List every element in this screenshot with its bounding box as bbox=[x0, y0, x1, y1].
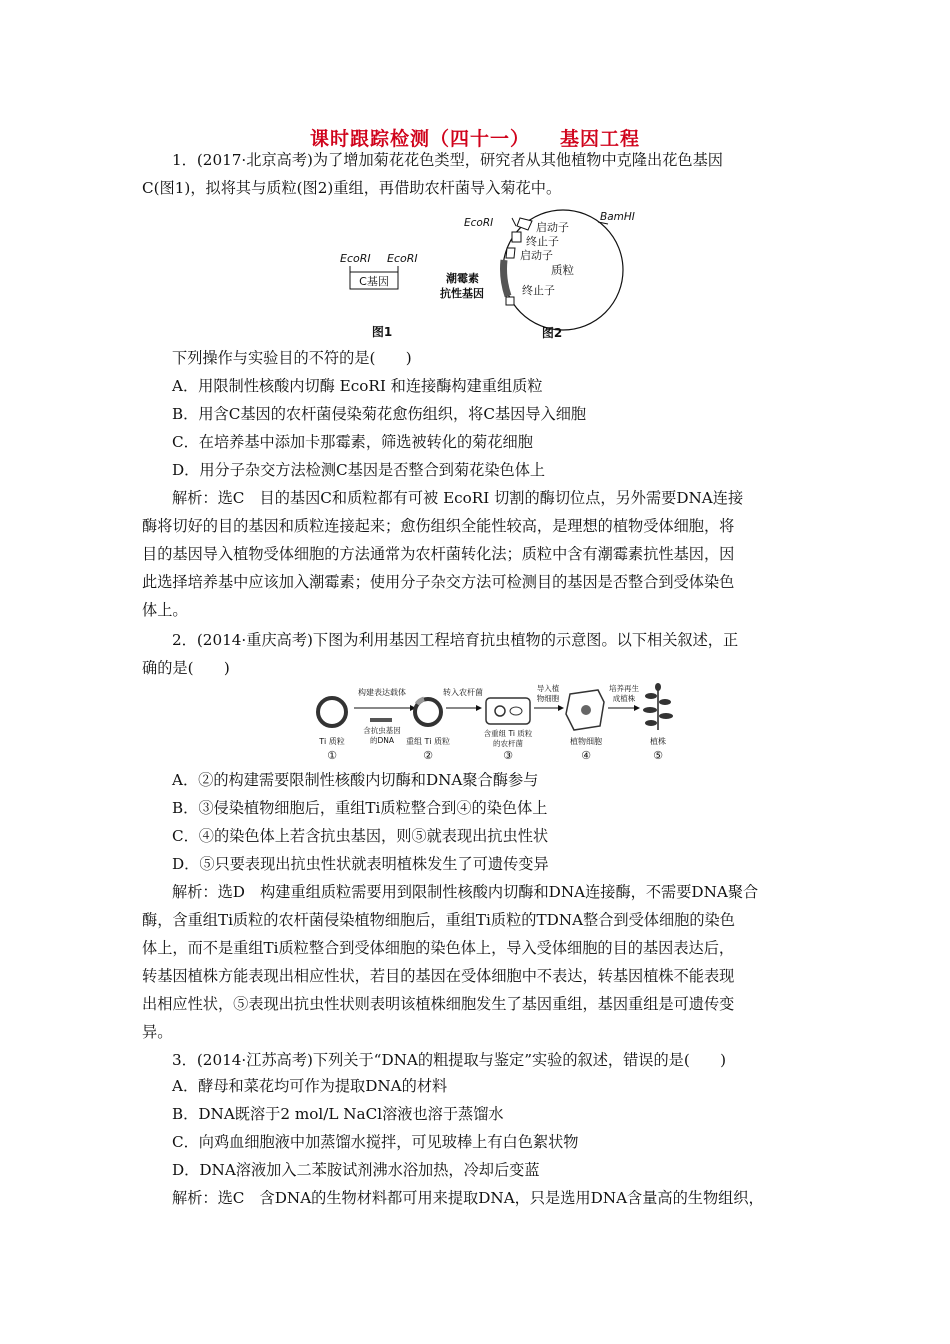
dna-label-line-2: 的DNA bbox=[369, 736, 395, 745]
q1-analysis-line-4: 此选择培养基中应该加入潮霉素；使用分子杂交方法可检测目的基因是否整合到受体染色 bbox=[142, 573, 735, 591]
agrobacterium-icon bbox=[486, 698, 530, 724]
q2-option-d: D．⑤只要表现出抗虫性状就表明植株发生了可遗传变异 bbox=[172, 855, 549, 873]
plant-icon bbox=[643, 683, 673, 730]
fig2-bamhi-label: BamHⅠ bbox=[600, 211, 635, 223]
q3-analysis-line-1: 解析：选C 含DNA的生物材料都可用来提取DNA，只是选用DNA含量高的生物组织， bbox=[172, 1189, 764, 1207]
figure-gene-engineering-flow bbox=[308, 680, 688, 766]
q3-option-b: B．DNA既溶于2 mol/L NaCl溶液也溶于蒸馏水 bbox=[172, 1105, 504, 1123]
q3-option-c: C．向鸡血细胞液中加蒸馏水搅拌，可见玻棒上有白色絮状物 bbox=[172, 1133, 579, 1151]
q2-analysis-line-4: 转基因植株方能表现出相应性状，若目的基因在受体细胞中不表达，转基因植株不能表现 bbox=[142, 967, 735, 985]
step5-label: 植株 bbox=[650, 737, 666, 746]
dna-fragment-icon bbox=[370, 718, 392, 722]
q1-option-b: B．用含C基因的农杆菌侵染菊花愈伤组织，将C基因导入细胞 bbox=[172, 405, 587, 423]
q3-stem: 3．(2014·江苏高考)下列关于“DNA的粗提取与鉴定”实验的叙述，错误的是( ) bbox=[172, 1051, 727, 1069]
fig2-resistance-line-1: 潮霉素 bbox=[446, 272, 479, 285]
arrow1-label: 构建表达载体 bbox=[358, 688, 406, 697]
fig2-terminator-2-label: 终止子 bbox=[522, 284, 555, 297]
figure-1-c-gene bbox=[330, 240, 418, 345]
fig2-plasmid-label: 质粒 bbox=[551, 263, 574, 277]
q1-stem-line-2: C(图1)，拟将其与质粒(图2)重组，再借助农杆菌导入菊花中。 bbox=[142, 179, 562, 197]
q1-analysis-line-2: 酶将切好的目的基因和质粒连接起来；愈伤组织全能性较高，是理想的植物受体细胞，将 bbox=[142, 517, 735, 535]
q2-analysis-line-3: 体上，而不是重组Ti质粒整合到受体细胞的染色体上，导入受体细胞的目的基因表达后， bbox=[142, 939, 735, 957]
hygromycin-resistance-gene bbox=[504, 260, 509, 296]
terminator-2-box bbox=[506, 297, 514, 305]
step4-label: 植物细胞 bbox=[570, 737, 602, 746]
arrow3-label-line-1: 导入植 bbox=[536, 684, 560, 693]
fig2-promoter-1-label: 启动子 bbox=[536, 221, 569, 234]
q2-option-b: B．③侵染植物细胞后，重组Ti质粒整合到④的染色体上 bbox=[172, 799, 548, 817]
q2-stem-line-1: 2．(2014·重庆高考)下图为利用基因工程培育抗虫植物的示意图。以下相关叙述，正 bbox=[172, 631, 739, 649]
arrow2-label: 转入农杆菌 bbox=[443, 688, 483, 697]
q1-stem-line-1: 1．(2017·北京高考)为了增加菊花花色类型，研究者从其他植物中克隆出花色基因 bbox=[172, 151, 723, 169]
dna-label-line-1: 含抗虫基因 bbox=[363, 726, 401, 735]
arrow4-label-line-2: 成植株 bbox=[612, 694, 636, 703]
fig2-terminator-1-label: 终止子 bbox=[526, 235, 559, 248]
arrow4-label-line-1: 培养再生 bbox=[609, 684, 639, 693]
q2-analysis-line-2: 酶，含重组Ti质粒的农杆菌侵染植物细胞后，重组Ti质粒的TDNA整合到受体细胞的染色 bbox=[142, 911, 735, 929]
q1-question: 下列操作与实验目的不符的是( ) bbox=[172, 349, 412, 367]
q1-option-c: C．在培养基中添加卡那霉素，筛选被转化的菊花细胞 bbox=[172, 433, 533, 451]
figure-2-plasmid bbox=[438, 204, 678, 346]
step3-label-line-2: 的农杆菌 bbox=[493, 739, 523, 748]
promoter-2-arrow bbox=[506, 248, 515, 258]
q1-analysis-line-3: 目的基因导入植物受体细胞的方法通常为农杆菌转化法；质粒中含有潮霉素抗性基因，因 bbox=[142, 545, 735, 563]
fig1-gene-label: C基因 bbox=[359, 275, 389, 288]
fig1-ecori-left-label: EcoRⅠ bbox=[340, 252, 371, 265]
fig2-resistance-line-2: 抗性基因 bbox=[440, 287, 484, 300]
fig2-caption: 图2 bbox=[541, 326, 563, 340]
title-topic: 基因工程 bbox=[560, 128, 641, 150]
fig1-caption: 图1 bbox=[371, 325, 393, 339]
q2-stem-line-2: 确的是( ) bbox=[142, 659, 230, 677]
ti-plasmid-icon bbox=[318, 698, 346, 726]
step2-number: ② bbox=[423, 749, 433, 762]
q2-option-a: A．②的构建需要限制性核酸内切酶和DNA聚合酶参与 bbox=[172, 771, 539, 789]
arrow3-label-line-2: 物细胞 bbox=[536, 694, 560, 703]
step1-number: ① bbox=[327, 749, 337, 762]
step1-label: Ti 质粒 bbox=[319, 737, 345, 746]
step2-label: 重组 Ti 质粒 bbox=[406, 737, 450, 746]
title-main: 课时跟踪检测（四十一） bbox=[309, 128, 530, 150]
step4-number: ④ bbox=[581, 749, 591, 762]
q1-analysis-line-5: 体上。 bbox=[142, 601, 188, 619]
q3-option-a: A．酵母和菜花均可作为提取DNA的材料 bbox=[172, 1077, 448, 1095]
fig2-promoter-2-label: 启动子 bbox=[520, 249, 553, 262]
q3-option-d: D．DNA溶液加入二苯胺试剂沸水浴加热，冷却后变蓝 bbox=[172, 1161, 540, 1179]
step3-number: ③ bbox=[503, 749, 513, 762]
step3-label-line-1: 含重组 Ti 质粒 bbox=[483, 729, 533, 738]
step5-number: ⑤ bbox=[653, 749, 663, 762]
fig1-ecori-right-label: EcoRⅠ bbox=[387, 252, 418, 265]
q1-option-a: A．用限制性核酸内切酶 EcoRⅠ 和连接酶构建重组质粒 bbox=[172, 377, 543, 395]
q2-option-c: C．④的染色体上若含抗虫基因，则⑤就表现出抗虫性状 bbox=[172, 827, 549, 845]
q2-analysis-line-1: 解析：选D 构建重组质粒需要用到限制性核酸内切酶和DNA连接酶，不需要DNA聚合 bbox=[172, 883, 759, 901]
fig2-ecori-label: EcoRⅠ bbox=[464, 217, 494, 229]
q1-option-d: D．用分子杂交方法检测C基因是否整合到菊花染色体上 bbox=[172, 461, 546, 479]
terminator-1-box bbox=[512, 232, 521, 242]
q2-analysis-line-6: 异。 bbox=[142, 1023, 173, 1041]
q2-analysis-line-5: 出相应性状，⑤表现出抗虫性状则表明该植株细胞发生了基因重组，基因重组是可遗传变 bbox=[142, 995, 735, 1013]
q1-analysis-line-1: 解析：选C 目的基因C和质粒都有可被 EcoRⅠ 切割的酶切位点，另外需要DNA连接 bbox=[172, 489, 744, 507]
